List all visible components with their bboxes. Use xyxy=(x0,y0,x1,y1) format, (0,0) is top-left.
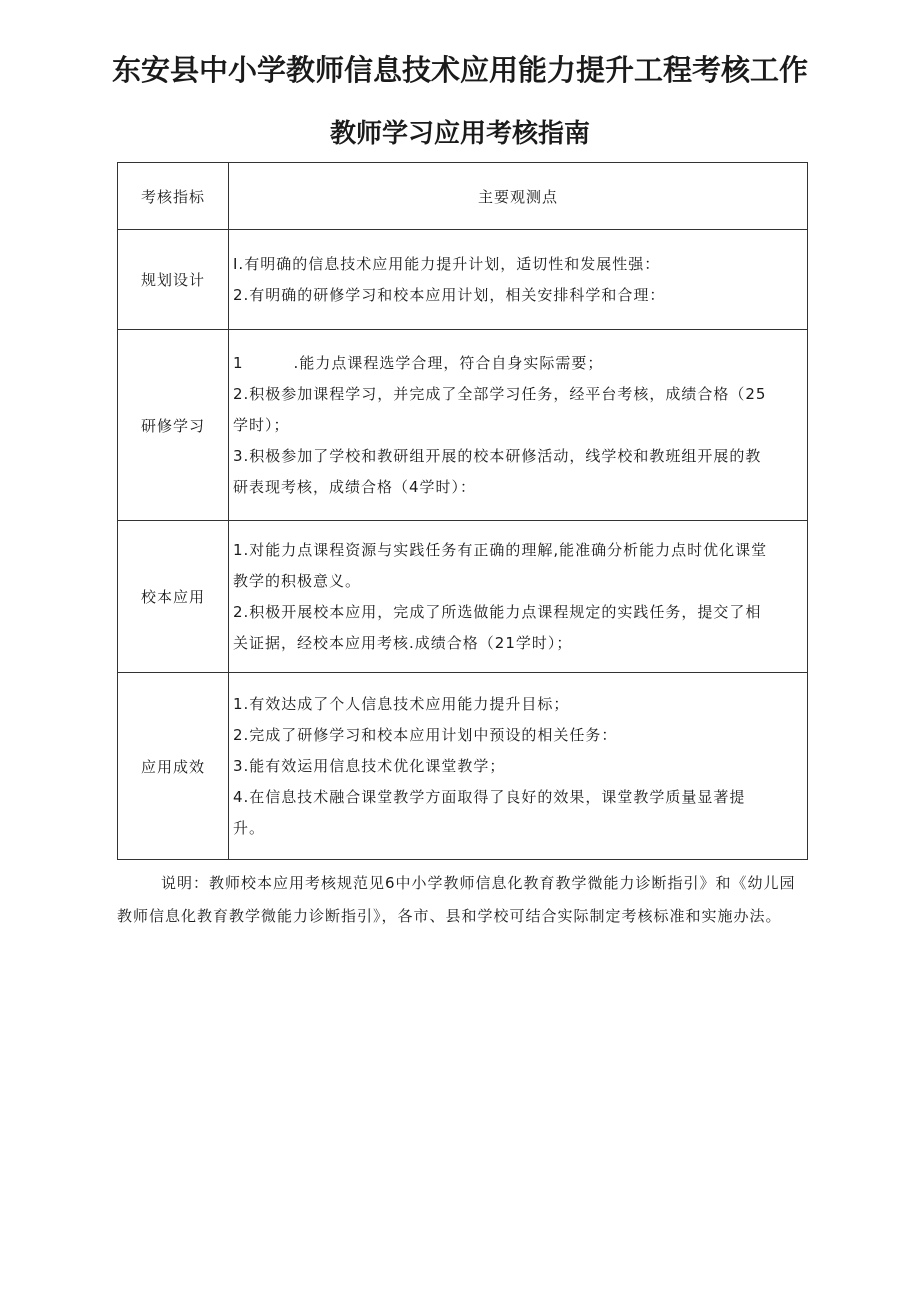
observation-line: 1.对能力点课程资源与实践任务有正确的理解,能准确分析能力点时优化课堂 xyxy=(233,540,768,559)
observation-line: 升。 xyxy=(233,818,266,837)
table-row xyxy=(118,230,808,330)
explanatory-note: 说明：教师校本应用考核规范见6中小学教师信息化教育教学微能力诊断指引》和《幼儿园教师信息化教育教学微能力诊断指引》，各市、县和学校可结合实际制定考核标准和实施办法。 xyxy=(117,874,796,925)
observation-line: 2.有明确的研修学习和校本应用计划，相关安排科学和合理： xyxy=(233,285,666,304)
row-content-study xyxy=(229,330,808,521)
observation-line: 教学的积极意义。 xyxy=(233,571,362,590)
row-content-application xyxy=(229,521,808,673)
observation-line: 2.积极参加课程学习，并完成了全部学习任务，经平台考核，成绩合格（25 xyxy=(233,384,767,403)
row-label-application: 校本应用 xyxy=(118,521,229,673)
observation-line xyxy=(233,348,801,379)
observation-line: 2.积极开展校本应用，完成了所选做能力点课程规定的实践任务，提交了相 xyxy=(233,602,762,621)
item-text: .能力点课程选学合理，符合自身实际需要； xyxy=(293,353,604,372)
item-number: 1 xyxy=(233,353,244,372)
header-indicator: 考核指标 xyxy=(118,163,229,230)
table-row xyxy=(118,673,808,860)
table-row xyxy=(118,521,808,673)
observation-line: Ⅰ.有明确的信息技术应用能力提升计划，适切性和发展性强： xyxy=(233,254,661,273)
observation-line: 研表现考核，成绩合格（4学时）： xyxy=(233,477,477,496)
observation-line: 学时）； xyxy=(233,415,290,434)
observation-line: 1.有效达成了个人信息技术应用能力提升目标； xyxy=(233,694,570,713)
row-content-effect xyxy=(229,673,808,860)
observation-line: 关证据，经校本应用考核.成绩合格（21学时）； xyxy=(233,633,573,652)
observation-line: 4.在信息技术融合课堂教学方面取得了良好的效果，课堂教学质量显著提 xyxy=(233,787,746,806)
header-observation-points: 主要观测点 xyxy=(229,163,808,230)
row-label-effect: 应用成效 xyxy=(118,673,229,860)
assessment-table xyxy=(117,162,808,860)
document-subtitle: 教师学习应用考核指南 xyxy=(329,119,590,149)
observation-line: 3.能有效运用信息技术优化课堂教学； xyxy=(233,756,506,775)
row-label-study: 研修学习 xyxy=(118,330,229,521)
table-header-row xyxy=(118,163,808,230)
document-title: 东安县中小学教师信息技术应用能力提升工程考核工作 xyxy=(111,53,808,87)
observation-line: 2.完成了研修学习和校本应用计划中预设的相关任务： xyxy=(233,725,618,744)
observation-line: 3.积极参加了学校和教研组开展的校本研修活动，线学校和教班组开展的教 xyxy=(233,446,762,465)
row-content-planning xyxy=(229,230,808,330)
row-label-planning: 规划设计 xyxy=(118,230,229,330)
table-row xyxy=(118,330,808,521)
